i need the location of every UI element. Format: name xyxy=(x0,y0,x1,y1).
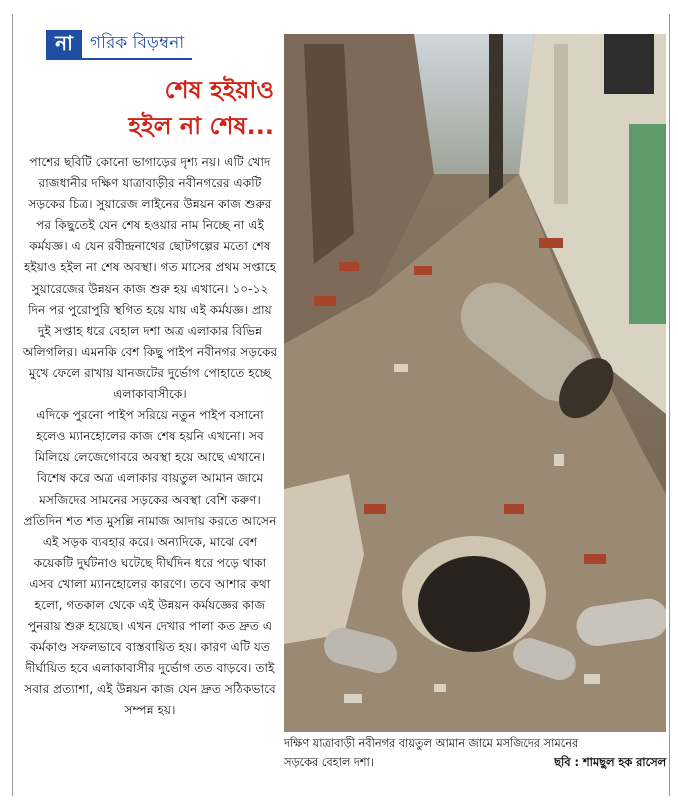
headline-line2: হইল না শেষ... xyxy=(128,112,274,140)
headline-line1: শেষ হইয়াও xyxy=(164,76,274,104)
caption-line1: দক্ষিণ যাত্রাবাড়ী নবীনগর বায়তুল আমান জামে মসজিদের সামনের xyxy=(284,737,579,750)
article-paragraph: এদিকে পুরনো পাইপ সরিয়ে নতুন পাইপ বসানো হলেও ম্যানহোলের কাজ শেষ হয়নি এখনো। সব মিলিয়ে লেজেগোবরে অবস্থা হয়ে আছে এখানে। বিশেষ করে অত্র এলাকার বায়তুল আমান জামে মসজিদের সামনের সড়কের অবস্থা বেশি করুণ। প্রতিদিন শত শত মুসল্লি নামাজ আদায় করতে আসেন এই সড়ক ব্যবহার করে। অন্যদিকে, মাঝে বেশ কয়েকটি দুর্ঘটনাও ঘটেছে দীর্ঘদিন ধরে পড়ে থাকা এসব খোলা ম্যানহোলের কারণে। তবে আশার কথা হলো, গতকাল থেকে এই উন্নয়ন কর্মযজ্ঞের কাজ পুনরায় শুরু হয়েছে। এখন দেখার পালা কত দ্রুত এ কর্মকাণ্ড সফলভাবে বাস্তবায়িত হয়। কারণ এটি যত দীর্ঘায়িত হবে এলাকাবাসীর দুর্ভোগ তত বাড়বে। তাই সবার প্রত্যাশা, এই উন্নয়ন কাজ যেন দ্রুত সঠিকভাবে সম্পন্ন হয়। xyxy=(23,408,277,718)
article-paragraph: পাশের ছবিটি কোনো ভাগাড়ের দৃশ্য নয়। এটি খোদ রাজধানীর দক্ষিণ যাত্রাবাড়ীর নবীনগরের একটি সড়কের চিত্র। সুয়ারেজ লাইনের উন্নয়ন কাজ শুরুর পর কিছুতেই যেন শেষ হওয়ার নাম নিচ্ছে না এই কর্মযজ্ঞ। এ যেন রবীন্দ্রনাথের ছোটগল্পের মতো শেষ হইয়াও হইল না শেষ অবস্থা। গত মাসের প্রথম সপ্তাহে সুয়ারেজের উন্নয়ন কাজ শুরু হয় এখানে। ১০-১২ দিন পর পুরোপুরি স্থগিত হয়ে যায় এই কর্মযজ্ঞ। প্রায় দুই সপ্তাহ ধরে বেহাল দশা অত্র এলাকার বিভিন্ন অলিগলির। এমনকি বেশ কিছু পাইপ নবীনগর সড়কের মুখে ফেলে রাখায় যানজটের দুর্ভোগ পোহাতে হচ্ছে এলাকাবাসীকে। xyxy=(22,155,278,402)
photo-caption xyxy=(284,734,666,772)
section-tag-label: গরিক বিড়ম্বনা xyxy=(82,30,192,60)
article-body xyxy=(22,152,278,722)
section-tag-badge: না xyxy=(46,30,82,60)
photo-credit: ছবি : শামছুল হক রাসেল xyxy=(554,756,666,769)
caption-line2: সড়কের বেহাল দশা। xyxy=(284,756,374,769)
street-photo-illustration xyxy=(284,34,666,732)
section-tag xyxy=(46,30,192,60)
headline xyxy=(20,72,274,144)
article-photo xyxy=(284,34,666,732)
